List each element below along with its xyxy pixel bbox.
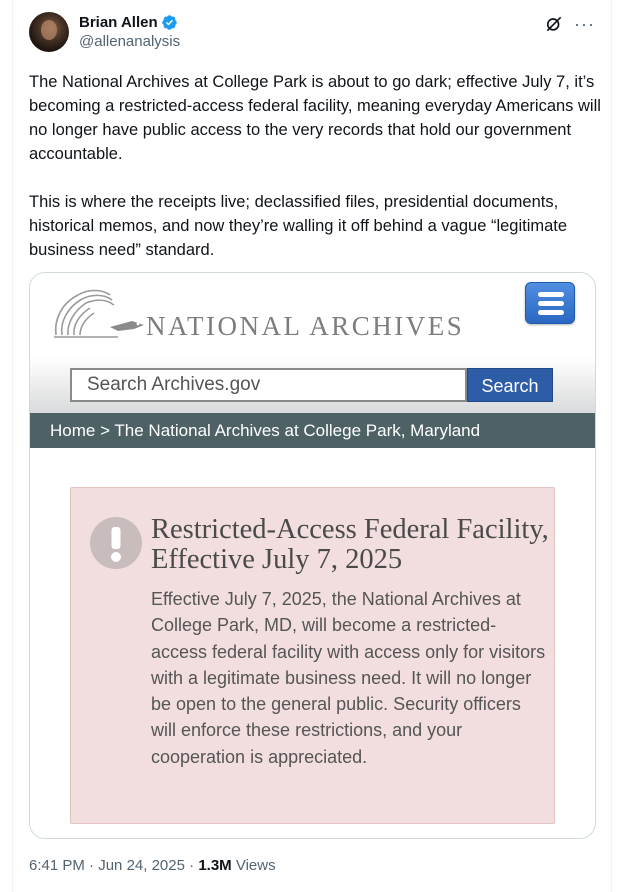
author-handle[interactable]: @allenanalysis	[79, 33, 181, 50]
verified-badge-icon	[161, 14, 178, 31]
national-archives-eagle-logo	[48, 281, 148, 343]
alert-title: Restricted-Access Federal Facility, Effective July 7, 2025	[151, 514, 549, 575]
tweet-paragraph: This is where the receipts live; declassified files, presidential documents, historical memos, and now they’re walling it off behind a vague “legitimate business need” standard.	[29, 193, 568, 259]
tweet-media-image[interactable]	[29, 272, 596, 839]
name-row	[79, 12, 180, 32]
tweet-date[interactable]: Jun 24, 2025	[98, 857, 185, 874]
top-actions	[544, 14, 595, 34]
alert-body: Effective July 7, 2025, the National Archives at College Park, MD, will become a restricted-access federal facility with access only for visitors with a legitimate business need. It will no longer be open to the general public. Security officers will enforce these restrictions, and your cooperation is appreciated.	[151, 589, 546, 767]
breadcrumb[interactable]: Home > The National Archives at College Park, Maryland	[30, 413, 595, 448]
alert-box	[70, 487, 555, 824]
author-info	[79, 12, 180, 53]
exclamation-icon	[88, 515, 144, 571]
archives-header	[30, 273, 595, 357]
tweet	[12, 0, 612, 892]
search-band	[30, 357, 595, 413]
tweet-text	[29, 70, 601, 286]
search-button[interactable]: Search	[467, 368, 553, 402]
tweet-paragraph: The National Archives at College Park is about to go dark; effective July 7, it’s becoming a restricted-access federal facility, meaning everyday Americans will no longer have public access to the very records that hold our government accountable.	[29, 73, 601, 163]
site-title[interactable]: NATIONAL ARCHIVES	[146, 311, 465, 341]
footer-separator: ·	[189, 857, 195, 874]
hamburger-menu-icon[interactable]	[525, 282, 575, 324]
grok-icon[interactable]	[544, 14, 564, 34]
views-label: Views	[235, 857, 276, 874]
search-input[interactable]: Search Archives.gov	[70, 368, 467, 402]
more-options-icon[interactable]: ···	[574, 14, 595, 34]
footer-separator: ·	[89, 857, 95, 874]
tweet-footer	[29, 857, 276, 874]
views-count[interactable]: 1.3M	[198, 857, 232, 874]
avatar[interactable]	[29, 12, 69, 52]
tweet-time[interactable]: 6:41 PM	[29, 857, 85, 874]
author-name[interactable]: Brian Allen	[79, 13, 158, 31]
